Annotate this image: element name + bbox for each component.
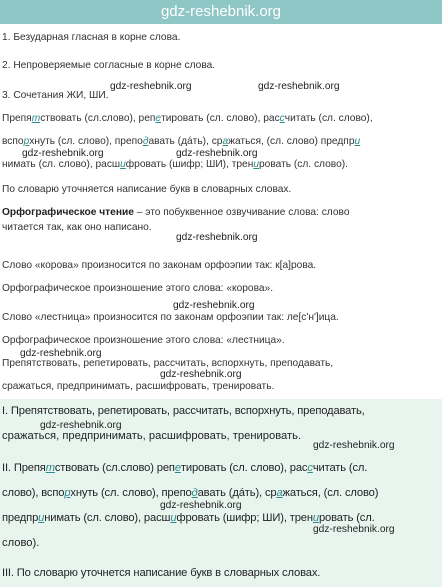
- rule-2: 2. Непроверяемые согласные в корне слова.: [2, 60, 216, 71]
- word-line-1: Препятствовать (сл.слово), репетировать (сл. слово), рассчитать (сл. слово),: [2, 113, 373, 124]
- watermark: gdz-reshebnik.org: [110, 81, 192, 92]
- answer-ii-line-4: слово).: [2, 537, 40, 549]
- word-line-2: вспорхнуть (сл. слово), преподавать (дáть), сражаться, (сл. слово) предпри: [2, 136, 361, 147]
- watermark: gdz-reshebnik.org: [176, 232, 258, 243]
- word-list-1: Препятствовать, репетировать, рассчитать, вспорхнуть, преподавать,: [2, 358, 334, 369]
- watermark: gdz-reshebnik.org: [313, 440, 395, 451]
- rule-3: 3. Сочетания ЖИ, ШИ.: [2, 90, 109, 101]
- orth-reading-def-cont: читается так, как оно написано.: [2, 222, 152, 233]
- word-list-2: сражаться, предпринимать, расшифровать, тренировать.: [2, 381, 275, 392]
- answer-i-line-2: сражаться, предпринимать, расшифровать, тренировать.: [2, 430, 302, 442]
- watermark: gdz-reshebnik.org: [40, 420, 122, 431]
- word-line-3: нимать (сл. слово), расшифровать (шифр; ШИ), тренировать (сл. слово).: [2, 159, 348, 170]
- orth-reading-def: Орфографическое чтение – это побуквенное озвучивание слова: слово: [2, 207, 350, 218]
- answer-ii-line-3: предпринимать (сл. слово), расшифровать (шифр; ШИ), тренировать (сл.: [2, 512, 375, 524]
- lestnica-line-1: Слово «лестница» произносится по законам орфоэпии так: ле[с'н']ица.: [2, 312, 339, 323]
- answer-iii: III. По словарю уточнется написание букв в словарных словах.: [2, 567, 321, 579]
- answer-ii-line-1: II. Препятствовать (сл.слово) репетировать (сл. слово), рассчитать (сл.: [2, 462, 368, 474]
- watermark: gdz-reshebnik.org: [176, 148, 258, 159]
- answer-ii-line-2: слово), вспорхнуть (сл. слово), преподавать (дáть), сражаться, (сл. слово): [2, 487, 379, 499]
- answer-i-line-1: I. Препятствовать, репетировать, рассчитать, вспорхнуть, преподавать,: [2, 405, 365, 417]
- watermark: gdz-reshebnik.org: [22, 148, 104, 159]
- korova-line-1: Слово «корова» произносится по законам орфоэпии так: к[а]рова.: [2, 260, 317, 271]
- watermark: gdz-reshebnik.org: [20, 348, 102, 359]
- watermark: gdz-reshebnik.org: [313, 524, 395, 535]
- site-title: gdz-reshebnik.org: [160, 3, 282, 20]
- dict-text: По словарю уточняется написание букв в словарных словах.: [2, 184, 292, 195]
- watermark: gdz-reshebnik.org: [160, 500, 242, 511]
- watermark: gdz-reshebnik.org: [160, 369, 242, 380]
- korova-line-2: Орфографическое произношение этого слова: «корова».: [2, 283, 274, 294]
- watermark: gdz-reshebnik.org: [173, 300, 255, 311]
- lestnica-line-2: Орфографическое произношение этого слова: «лестница».: [2, 335, 285, 346]
- watermark: gdz-reshebnik.org: [258, 81, 340, 92]
- rule-1: 1. Безударная гласная в корне слова.: [2, 32, 181, 43]
